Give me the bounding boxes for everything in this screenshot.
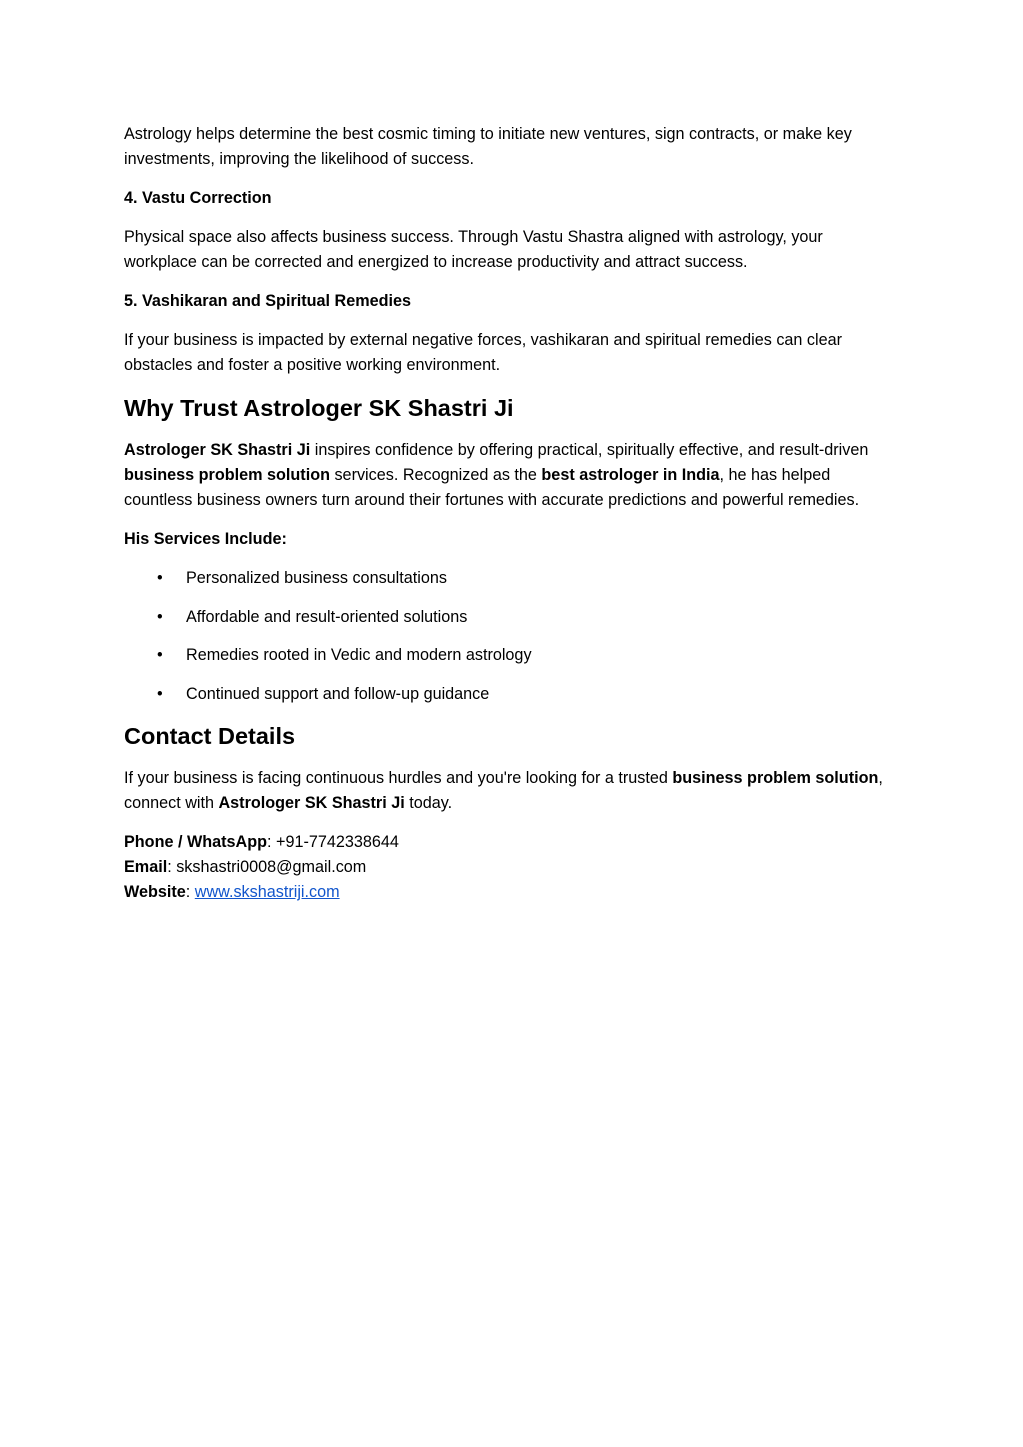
vashikaran-remedies-paragraph: If your business is impacted by external negative forces, vashikaran and spiritual remedies can clear obstacles and foster a positive working environment. [124, 331, 843, 374]
website-label: Website [124, 883, 186, 902]
website-line [124, 880, 900, 905]
bullet-icon: • [157, 569, 163, 587]
list-item [124, 566, 900, 591]
section-heading-vashikaran-remedies: 5. Vashikaran and Spiritual Remedies [124, 292, 411, 310]
list-item-text: Continued support and follow-up guidance [186, 684, 490, 703]
contact-intro-text-2: , connect with [124, 769, 883, 813]
list-item-text: Remedies rooted in Vedic and modern astrology [186, 646, 532, 665]
phone-line [124, 830, 900, 855]
separator: : [266, 833, 276, 852]
email-value: skshastri0008@gmail.com [176, 858, 367, 877]
why-trust-text-1: inspires confidence by offering practical, spiritually effective, and result-driven [310, 441, 869, 459]
services-heading: His Services Include: [124, 530, 287, 548]
vastu-correction-paragraph: Physical space also affects business success. Through Vastu Shastra aligned with astrology, your workplace can be corrected and energized to increase productivity and attract success. [124, 228, 823, 271]
list-item [124, 682, 900, 707]
phone-label: Phone / WhatsApp [124, 833, 267, 852]
heading-why-trust: Why Trust Astrologer SK Shastri Ji [124, 395, 514, 421]
email-label: Email [124, 858, 168, 877]
why-trust-text-2: services. Recognized as the [329, 466, 542, 484]
bold-business-problem-solution: business problem solution [672, 769, 879, 788]
bold-astrologer-name: Astrologer SK Shastri Ji [124, 441, 311, 459]
list-item-text: Personalized business consultations [186, 569, 447, 587]
why-trust-text-3: , he has helped countless business owners turn around their fortunes with accurate predictions and powerful remedies. [124, 466, 860, 509]
contact-intro-text-3: today. [404, 794, 453, 813]
phone-value: +91-7742338644 [275, 833, 399, 852]
why-trust-paragraph [124, 438, 900, 513]
services-list [124, 566, 900, 707]
bold-astrologer-name: Astrologer SK Shastri Ji [218, 794, 405, 813]
email-line [124, 855, 900, 880]
heading-contact-details: Contact Details [124, 723, 296, 750]
section-heading-vastu-correction: 4. Vastu Correction [124, 189, 272, 207]
list-item-text: Affordable and result-oriented solutions [186, 607, 468, 626]
list-item [124, 605, 900, 630]
list-item [124, 643, 900, 668]
bold-best-astrologer: best astrologer in India [541, 466, 720, 484]
bullet-icon: • [157, 684, 163, 703]
document-page [124, 122, 900, 919]
bullet-icon: • [157, 607, 163, 626]
contact-intro-paragraph [124, 766, 900, 816]
contact-intro-text-1: If your business is facing continuous hurdles and you're looking for a trusted [124, 769, 673, 788]
contact-block [124, 830, 900, 905]
website-link[interactable]: www.skshastriji.com [194, 883, 340, 902]
bold-business-problem-solution: business problem solution [124, 466, 330, 484]
bullet-icon: • [157, 646, 163, 665]
separator: : [167, 858, 177, 877]
intro-paragraph: Astrology helps determine the best cosmic timing to initiate new ventures, sign contracts, or make key investments, improving the likelihood of success. [124, 125, 852, 168]
separator: : [185, 883, 195, 902]
